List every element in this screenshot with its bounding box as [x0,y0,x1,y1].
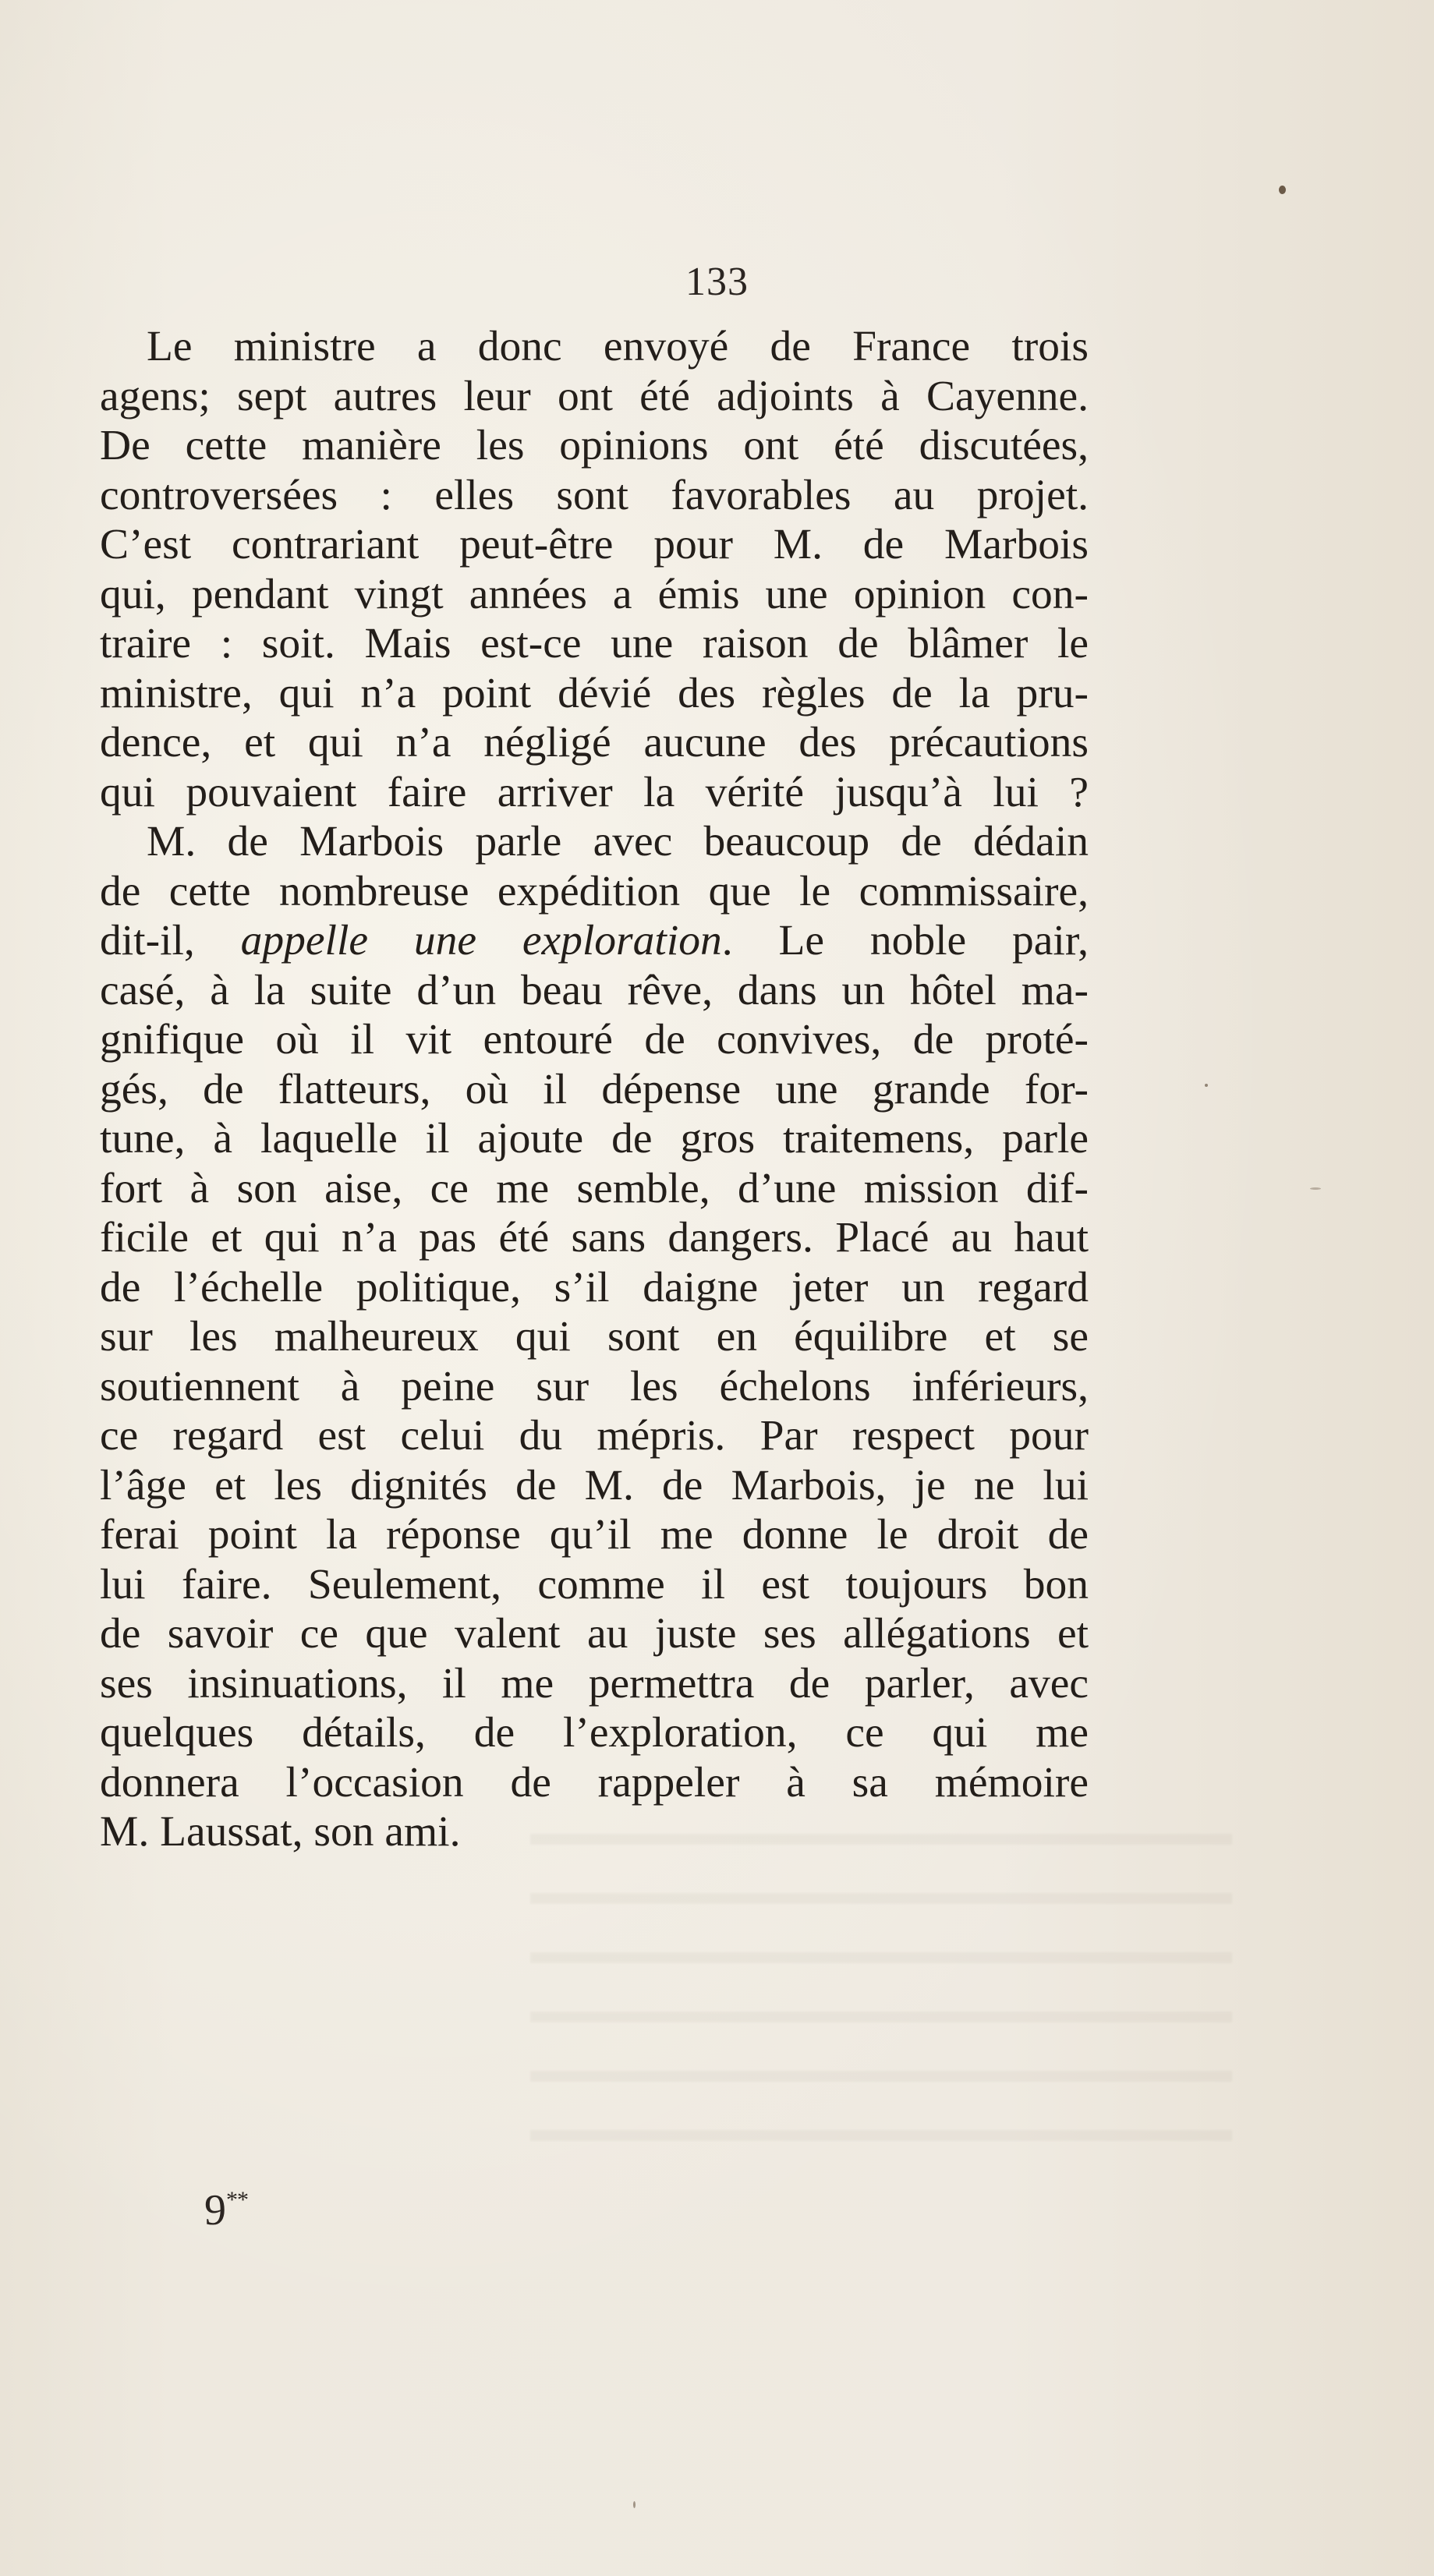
text-line: fort à son aise, ce me semble, d’une mission dif- [100,1164,1089,1212]
text-line: ministre, qui n’a point dévié des règles de la pru- [100,669,1089,717]
text-line: qui pouvaient faire arriver la vérité jusqu’à lui ? [100,768,1089,816]
text-line: ses insinuations, il me permettra de parler, avec [100,1659,1089,1707]
signature-stars: ** [226,2187,248,2213]
text-line: quelques détails, de l’exploration, ce qui me [100,1709,1089,1757]
text-line: M. de Marbois parle avec beaucoup de dédain [147,818,1089,865]
text-line: gnifique où il vit entouré de convives, de proté- [100,1016,1089,1063]
text-line: C’est contrariant peut-être pour M. de Marbois [100,521,1089,568]
text-line: l’âge et les dignités de M. de Marbois, je ne lui [100,1461,1089,1509]
text-line: gés, de flatteurs, où il dépense une grande for- [100,1065,1089,1113]
text-line: ficile et qui n’a pas été sans dangers. Placé au haut [100,1214,1089,1261]
signature-number: 9 [204,2186,226,2235]
text-line: de cette nombreuse expédition que le commissaire, [100,867,1089,915]
text-line: soutiennent à peine sur les échelons inférieurs, [100,1362,1089,1410]
text-segment: dit-il, [100,917,241,964]
text-line: Le ministre a donc envoyé de France trois [147,323,1089,370]
text-line: ferai point la réponse qu’il me donne le droit de [100,1511,1089,1559]
text-line: De cette manière les opinions ont été discutées, [100,422,1089,469]
text-line: casé, à la suite d’un beau rêve, dans un hôtel ma- [100,966,1089,1014]
text-line: traire : soit. Mais est-ce une raison de blâmer le [100,620,1089,667]
text-line: agens; sept autres leur ont été adjoints à Cayenne. [100,372,1089,420]
text-line: de savoir ce que valent au juste ses allégations et [100,1610,1089,1658]
italic-phrase: appelle une exploration [240,917,722,964]
body-text [100,322,1089,1857]
text-line [100,916,1089,966]
text-segment: . Le noble pair, [721,917,1089,964]
paper-speck [1279,186,1286,194]
paper-speck [1205,1084,1208,1087]
text-line: ce regard est celui du mépris. Par respect pour [100,1412,1089,1460]
text-line: sur les malheureux qui sont en équilibre et se [100,1313,1089,1361]
text-line: qui, pendant vingt années a émis une opinion con- [100,570,1089,618]
text-line: donnera l’occasion de rappeler à sa mémoire [100,1758,1089,1806]
signature-mark [204,2175,248,2235]
text-line: de l’échelle politique, s’il daigne jeter un regard [100,1263,1089,1311]
paper-speck [633,2501,636,2508]
text-line: controversées : elles sont favorables au projet. [100,471,1089,519]
text-line: tune, à laquelle il ajoute de gros traitemens, parle [100,1115,1089,1162]
page-number: 133 [685,260,749,304]
paper-speck [1310,1187,1321,1190]
text-line: M. Laussat, son ami. [100,1808,461,1856]
text-line: dence, et qui n’a négligé aucune des précautions [100,719,1089,766]
text-line: lui faire. Seulement, comme il est toujours bon [100,1560,1089,1608]
